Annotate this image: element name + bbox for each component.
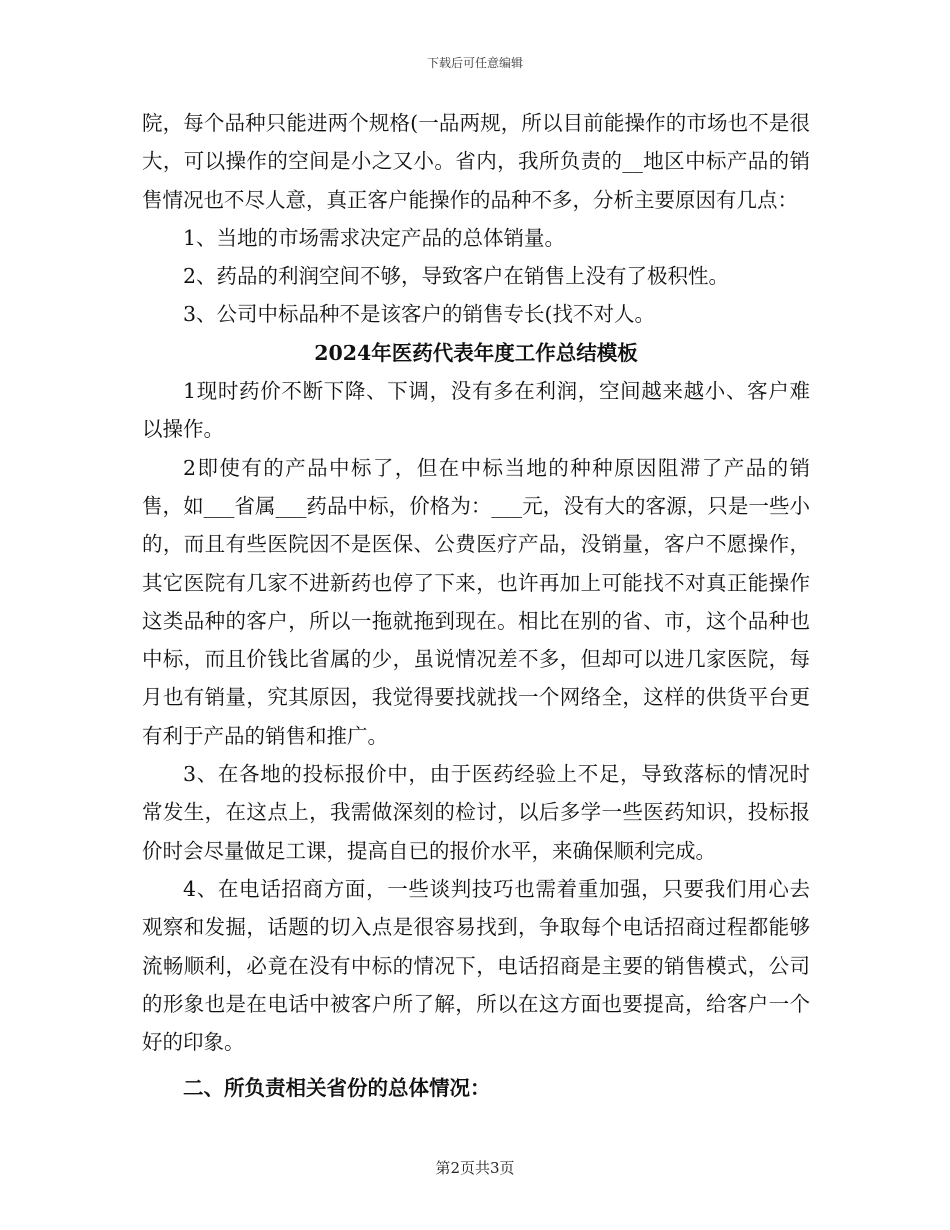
paragraph-point-2: 2即使有的产品中标了，但在中标当地的种种原因阻滞了产品的销售，如___省属___药品中标，价格为：___元，没有大的客源，只是一些小的，而且有些医院因不是医保、公费医疗产品，没销量，客户不愿操作，其它医院有几家不进新药也停了下来，也许再加上可能找不对真正能操作这类品种的客户，所以一拖就拖到现在。相比在别的省、市，这个品种也中标，而且价钱比省属的少，虽说情况差不多，但却可以进几家医院，每月也有销量，究其原因，我觉得要找就找一个网络全，这样的供货平台更有利于产品的销售和推广。 (142, 455, 810, 748)
paragraph-reason-2: 2、药品的利润空间不够，导致客户在销售上没有了极积性。 (183, 264, 730, 289)
header-note: 下载后可任意编辑 (426, 56, 523, 70)
section-heading: 二、所负责相关省份的总体情况： (183, 1076, 491, 1101)
paragraph-point-4: 4、在电话招商方面，一些谈判技巧也需着重加强，只要我们用心去观察和发掘，话题的切入点是很容易找到，争取每个电话招商过程都能够流畅顺利，必竟在没有中标的情况下，电话招商是主要的销售模式，公司的形象也是在电话中被客户所了解，所以在这方面也要提高，给客户一个好的印象。 (142, 876, 810, 1055)
paragraph-continuation: 院，每个品种只能进两个规格(一品两规，所以目前能操作的市场也不是很大，可以操作的空间是小之又小。省内，我所负责的__地区中标产品的销售情况也不尽人意，真正客户能操作的品种不多，分析主要原因有几点： (142, 111, 810, 212)
paragraph-reason-3: 3、公司中标品种不是该客户的销售专长(找不对人。 (183, 302, 656, 327)
page-indicator: 第2页共3页 (435, 1159, 515, 1177)
paragraph-reason-1: 1、当地的市场需求决定产品的总体销量。 (183, 225, 566, 250)
document-title: 2024年医药代表年度工作总结模板 (314, 340, 638, 365)
paragraph-point-1: 1现时药价不断下降、下调，没有多在利润，空间越来越小、客户难以操作。 (142, 379, 810, 442)
paragraph-point-3: 3、在各地的投标报价中，由于医药经验上不足，导致落标的情况时常发生，在这点上，我需做深刻的检讨，以后多学一些医药知识，投标报价时会尽量做足工课，提高自已的报价水平，来确保顺利完成。 (142, 762, 810, 863)
document-body (142, 104, 810, 1108)
